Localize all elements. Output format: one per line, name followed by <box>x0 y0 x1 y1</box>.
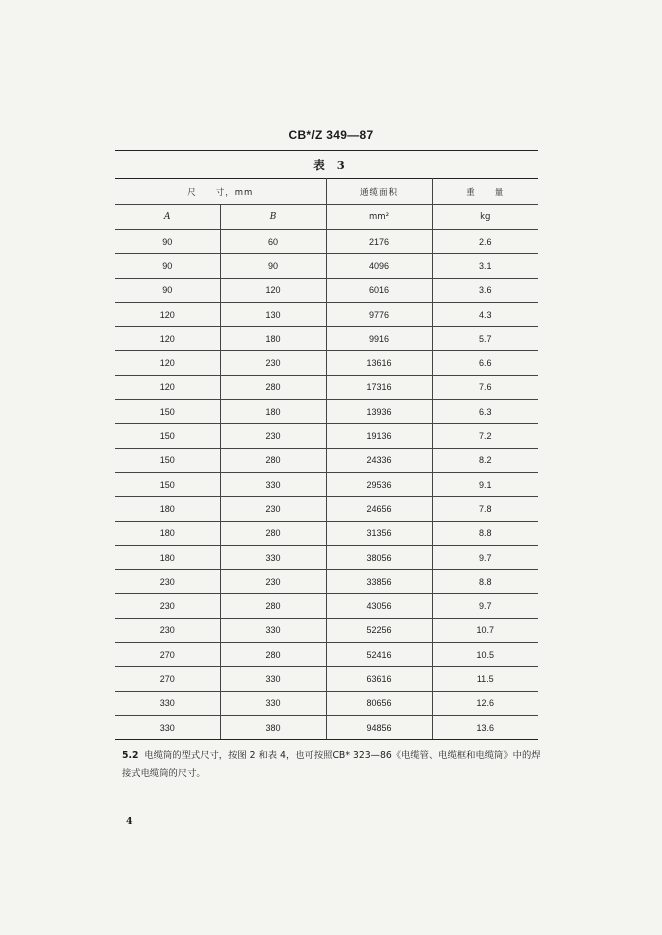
cell-a: 120 <box>115 375 220 399</box>
cell-a: 330 <box>115 715 220 739</box>
cell-a: 180 <box>115 521 220 545</box>
cell-area: 80656 <box>326 691 432 715</box>
table-row <box>115 594 538 618</box>
cell-weight: 12.6 <box>432 691 538 715</box>
table-body <box>115 230 538 740</box>
table-row <box>115 351 538 375</box>
cell-area: 17316 <box>326 375 432 399</box>
table-row <box>115 618 538 642</box>
cell-b: 380 <box>220 715 326 739</box>
table-row <box>115 643 538 667</box>
cell-b: 280 <box>220 375 326 399</box>
cell-area: 24656 <box>326 497 432 521</box>
cell-weight: 7.8 <box>432 497 538 521</box>
cell-b: 230 <box>220 497 326 521</box>
cell-area: 31356 <box>326 521 432 545</box>
cell-weight: 3.6 <box>432 278 538 302</box>
area-header: 通缆面积 <box>326 179 432 205</box>
cell-area: 9916 <box>326 327 432 351</box>
table-row <box>115 570 538 594</box>
table-row <box>115 715 538 739</box>
cell-area: 63616 <box>326 667 432 691</box>
table-row <box>115 302 538 326</box>
cell-area: 19136 <box>326 424 432 448</box>
cell-a: 150 <box>115 400 220 424</box>
note-text: 电缆筒的型式尺寸，按图 2 和表 4，也可按照CB* 323—86《电缆管、电缆框和电缆筒》中的焊接式电缆筒的尺寸。 <box>122 750 541 779</box>
note-paragraph <box>122 747 542 783</box>
weight-unit: kg <box>432 205 538 230</box>
cell-area: 13936 <box>326 400 432 424</box>
cell-a: 120 <box>115 302 220 326</box>
cell-area: 33856 <box>326 570 432 594</box>
cell-area: 4096 <box>326 254 432 278</box>
cell-a: 230 <box>115 594 220 618</box>
cell-b: 120 <box>220 278 326 302</box>
page-number: 4 <box>126 816 133 827</box>
cell-b: 280 <box>220 643 326 667</box>
cell-a: 330 <box>115 691 220 715</box>
table-row <box>115 691 538 715</box>
table-row <box>115 254 538 278</box>
cell-b: 230 <box>220 424 326 448</box>
cell-a: 230 <box>115 618 220 642</box>
cell-b: 180 <box>220 327 326 351</box>
cell-area: 52416 <box>326 643 432 667</box>
cell-b: 60 <box>220 230 326 254</box>
table-row <box>115 545 538 569</box>
cell-b: 280 <box>220 448 326 472</box>
cell-area: 43056 <box>326 594 432 618</box>
table-row <box>115 400 538 424</box>
cell-weight: 6.6 <box>432 351 538 375</box>
cell-weight: 9.7 <box>432 545 538 569</box>
note-number: 5.2 <box>122 750 139 761</box>
cell-b: 330 <box>220 691 326 715</box>
cell-weight: 9.7 <box>432 594 538 618</box>
cell-weight: 7.2 <box>432 424 538 448</box>
area-unit: mm² <box>326 205 432 230</box>
table-row <box>115 327 538 351</box>
cell-a: 120 <box>115 351 220 375</box>
table-row <box>115 424 538 448</box>
cell-area: 94856 <box>326 715 432 739</box>
cell-area: 52256 <box>326 618 432 642</box>
cell-area: 2176 <box>326 230 432 254</box>
cell-a: 270 <box>115 667 220 691</box>
cell-area: 38056 <box>326 545 432 569</box>
cell-b: 230 <box>220 570 326 594</box>
cell-area: 24336 <box>326 448 432 472</box>
dimension-header: 尺 寸，mm <box>115 179 326 205</box>
cell-a: 90 <box>115 278 220 302</box>
cell-weight: 10.5 <box>432 643 538 667</box>
cell-area: 13616 <box>326 351 432 375</box>
cell-a: 90 <box>115 254 220 278</box>
table-row <box>115 472 538 496</box>
cell-a: 230 <box>115 570 220 594</box>
cell-b: 90 <box>220 254 326 278</box>
cell-weight: 3.1 <box>432 254 538 278</box>
cell-weight: 2.6 <box>432 230 538 254</box>
col-b-header: B <box>220 205 326 230</box>
weight-header: 重 量 <box>432 179 538 205</box>
cell-a: 120 <box>115 327 220 351</box>
table-row <box>115 521 538 545</box>
table-title: 表 3 <box>313 158 349 172</box>
cell-b: 330 <box>220 618 326 642</box>
table-row <box>115 448 538 472</box>
cell-weight: 6.3 <box>432 400 538 424</box>
table-row <box>115 667 538 691</box>
cell-a: 270 <box>115 643 220 667</box>
cell-area: 29536 <box>326 472 432 496</box>
table-row <box>115 230 538 254</box>
cell-weight: 4.3 <box>432 302 538 326</box>
cell-a: 90 <box>115 230 220 254</box>
cell-a: 180 <box>115 545 220 569</box>
cell-b: 130 <box>220 302 326 326</box>
cell-weight: 8.8 <box>432 570 538 594</box>
cell-weight: 10.7 <box>432 618 538 642</box>
cell-a: 150 <box>115 424 220 448</box>
cell-a: 150 <box>115 448 220 472</box>
cell-area: 6016 <box>326 278 432 302</box>
cell-b: 330 <box>220 545 326 569</box>
table-row <box>115 278 538 302</box>
cell-b: 180 <box>220 400 326 424</box>
cell-weight: 8.2 <box>432 448 538 472</box>
cell-weight: 9.1 <box>432 472 538 496</box>
cell-b: 280 <box>220 521 326 545</box>
cell-weight: 13.6 <box>432 715 538 739</box>
cell-weight: 5.7 <box>432 327 538 351</box>
cell-area: 9776 <box>326 302 432 326</box>
cell-b: 280 <box>220 594 326 618</box>
header-rule <box>115 150 538 151</box>
cell-weight: 8.8 <box>432 521 538 545</box>
table-row <box>115 375 538 399</box>
cell-b: 330 <box>220 667 326 691</box>
cell-weight: 7.6 <box>432 375 538 399</box>
table-row <box>115 497 538 521</box>
cell-a: 150 <box>115 472 220 496</box>
cell-b: 330 <box>220 472 326 496</box>
cell-weight: 11.5 <box>432 667 538 691</box>
col-a-header: A <box>115 205 220 230</box>
cell-b: 230 <box>220 351 326 375</box>
dimensions-table <box>115 178 538 740</box>
document-code: CB*/Z 349—87 <box>288 128 374 142</box>
cell-a: 180 <box>115 497 220 521</box>
